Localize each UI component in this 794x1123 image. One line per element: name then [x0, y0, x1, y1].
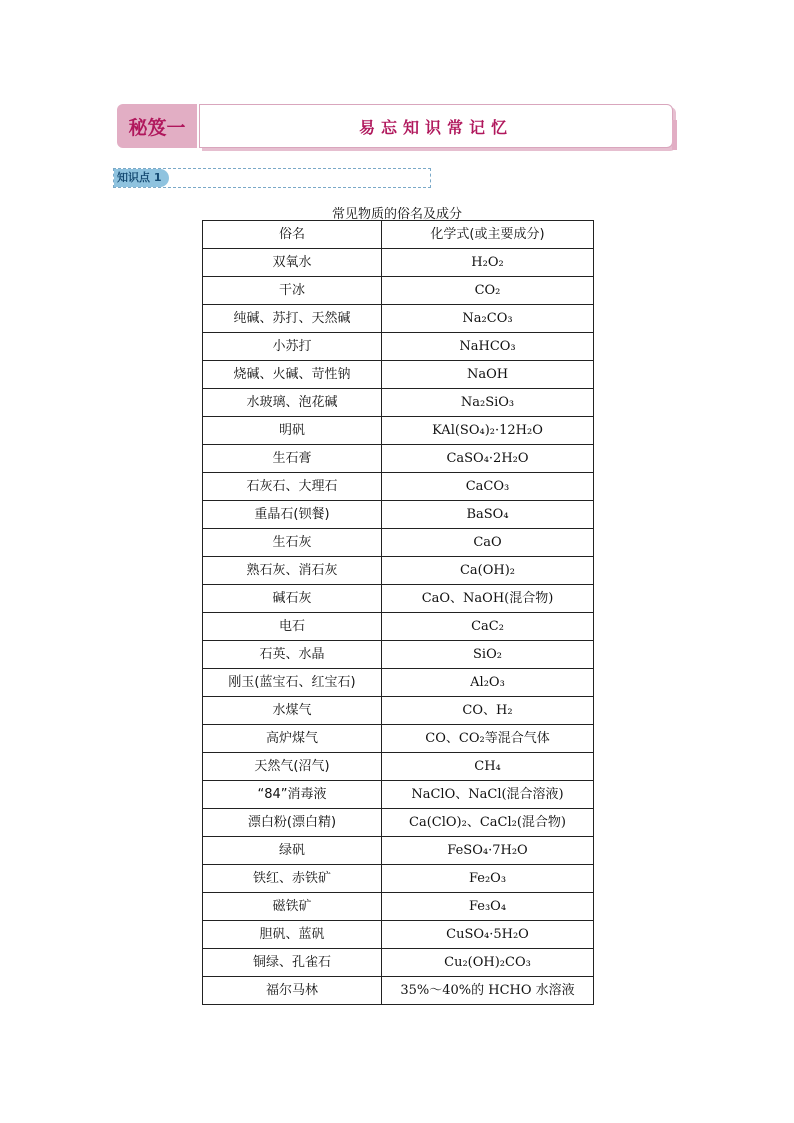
table-row — [203, 473, 594, 501]
table-row — [203, 837, 594, 865]
common-name-cell: 水玻璃、泡花碱 — [203, 389, 382, 417]
common-name-cell: 铜绿、孔雀石 — [203, 949, 382, 977]
formula-cell: CO、CO₂等混合气体 — [382, 725, 594, 753]
table-row — [203, 865, 594, 893]
formula-cell: CaO — [382, 529, 594, 557]
formula-cell: Ca(ClO)₂、CaCl₂(混合物) — [382, 809, 594, 837]
section-banner — [117, 104, 673, 150]
common-name-cell: 烧碱、火碱、苛性钠 — [203, 361, 382, 389]
formula-cell: CaSO₄·2H₂O — [382, 445, 594, 473]
header-common-name: 俗名 — [203, 221, 382, 249]
common-name-cell: 铁红、赤铁矿 — [203, 865, 382, 893]
common-name-cell: 电石 — [203, 613, 382, 641]
table-row — [203, 389, 594, 417]
formula-cell: 35%～40%的 HCHO 水溶液 — [382, 977, 594, 1005]
formula-cell: FeSO₄·7H₂O — [382, 837, 594, 865]
table-row — [203, 501, 594, 529]
formula-cell: CO₂ — [382, 277, 594, 305]
formula-cell: NaOH — [382, 361, 594, 389]
table-row — [203, 557, 594, 585]
formula-cell: NaHCO₃ — [382, 333, 594, 361]
table-row — [203, 277, 594, 305]
formula-cell: NaClO、NaCl(混合溶液) — [382, 781, 594, 809]
banner-accent — [672, 120, 677, 150]
table-row — [203, 893, 594, 921]
common-name-cell: “84”消毒液 — [203, 781, 382, 809]
table-row — [203, 753, 594, 781]
common-name-cell: 熟石灰、消石灰 — [203, 557, 382, 585]
common-name-cell: 生石灰 — [203, 529, 382, 557]
table-row — [203, 949, 594, 977]
common-name-cell: 刚玉(蓝宝石、红宝石) — [203, 669, 382, 697]
formula-cell: Cu₂(OH)₂CO₃ — [382, 949, 594, 977]
formula-cell: CaO、NaOH(混合物) — [382, 585, 594, 613]
common-name-cell: 绿矾 — [203, 837, 382, 865]
table-row — [203, 641, 594, 669]
table-row — [203, 305, 594, 333]
formula-cell: CaC₂ — [382, 613, 594, 641]
formula-cell: CaCO₃ — [382, 473, 594, 501]
table-row — [203, 669, 594, 697]
common-name-cell: 碱石灰 — [203, 585, 382, 613]
formula-cell: Na₂SiO₃ — [382, 389, 594, 417]
table-row — [203, 445, 594, 473]
table-row — [203, 725, 594, 753]
formula-cell: CO、H₂ — [382, 697, 594, 725]
knowledge-point-header — [113, 168, 431, 188]
common-name-cell: 磁铁矿 — [203, 893, 382, 921]
formula-cell: SiO₂ — [382, 641, 594, 669]
banner-tab: 秘笈一 — [117, 104, 197, 148]
banner-title: 易忘知识常记忆 — [199, 104, 673, 148]
formula-cell: BaSO₄ — [382, 501, 594, 529]
table-row — [203, 585, 594, 613]
formula-cell: CuSO₄·5H₂O — [382, 921, 594, 949]
common-name-cell: 纯碱、苏打、天然碱 — [203, 305, 382, 333]
knowledge-point-label: 知识点 1 — [114, 169, 169, 187]
table-row — [203, 781, 594, 809]
formula-cell: KAl(SO₄)₂·12H₂O — [382, 417, 594, 445]
common-name-cell: 石英、水晶 — [203, 641, 382, 669]
common-name-cell: 水煤气 — [203, 697, 382, 725]
table-row — [203, 921, 594, 949]
table-row — [203, 529, 594, 557]
table-row — [203, 613, 594, 641]
common-name-cell: 重晶石(钡餐) — [203, 501, 382, 529]
common-name-cell: 漂白粉(漂白精) — [203, 809, 382, 837]
formula-cell: Ca(OH)₂ — [382, 557, 594, 585]
header-formula: 化学式(或主要成分) — [382, 221, 594, 249]
common-name-cell: 干冰 — [203, 277, 382, 305]
formula-cell: CH₄ — [382, 753, 594, 781]
common-name-cell: 福尔马林 — [203, 977, 382, 1005]
common-name-cell: 高炉煤气 — [203, 725, 382, 753]
table-row — [203, 249, 594, 277]
table-row — [203, 977, 594, 1005]
formula-cell: H₂O₂ — [382, 249, 594, 277]
table-caption: 常见物质的俗名及成分 — [331, 207, 462, 222]
table-row — [203, 809, 594, 837]
common-name-cell: 小苏打 — [203, 333, 382, 361]
common-name-cell: 明矾 — [203, 417, 382, 445]
substances-table — [202, 220, 594, 1005]
formula-cell: Fe₃O₄ — [382, 893, 594, 921]
common-name-cell: 生石膏 — [203, 445, 382, 473]
table-header-row — [203, 221, 594, 249]
common-name-cell: 天然气(沼气) — [203, 753, 382, 781]
common-name-cell: 胆矾、蓝矾 — [203, 921, 382, 949]
table-row — [203, 333, 594, 361]
table-row — [203, 361, 594, 389]
common-name-cell: 石灰石、大理石 — [203, 473, 382, 501]
formula-cell: Al₂O₃ — [382, 669, 594, 697]
formula-cell: Fe₂O₃ — [382, 865, 594, 893]
common-name-cell: 双氧水 — [203, 249, 382, 277]
table-row — [203, 417, 594, 445]
table-row — [203, 697, 594, 725]
formula-cell: Na₂CO₃ — [382, 305, 594, 333]
